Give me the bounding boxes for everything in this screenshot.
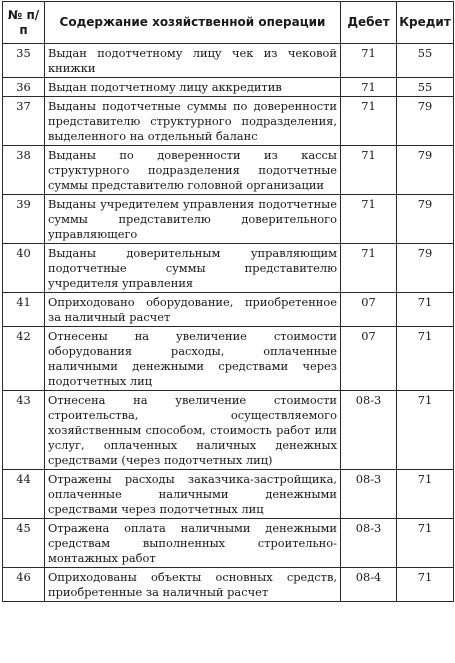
table-row: [3, 293, 454, 327]
credit-account-cell: 79: [397, 195, 454, 244]
accounting-entries-table-container: [2, 1, 453, 602]
row-number-cell: 37: [3, 97, 45, 146]
credit-account-cell: 79: [397, 97, 454, 146]
row-number-cell: 35: [3, 44, 45, 78]
row-number-cell: 40: [3, 244, 45, 293]
table-row: [3, 97, 454, 146]
table-row: [3, 44, 454, 78]
table-row: [3, 568, 454, 602]
table-row: [3, 470, 454, 519]
header-debit: Дебет: [341, 2, 397, 44]
row-number-cell: 42: [3, 327, 45, 391]
operation-description-cell: Оприходовано оборудование, приобретенное за наличный расчет: [45, 293, 341, 327]
row-number-cell: 38: [3, 146, 45, 195]
table-header-row: [3, 2, 454, 44]
debit-account-cell: 07: [341, 327, 397, 391]
table-row: [3, 78, 454, 97]
credit-account-cell: 71: [397, 470, 454, 519]
table-row: [3, 327, 454, 391]
row-number-cell: 41: [3, 293, 45, 327]
header-operation-description: Содержание хозяйственной операции: [45, 2, 341, 44]
row-number-cell: 44: [3, 470, 45, 519]
operation-description-cell: Отражены расходы заказчика-застройщика, оплаченные наличными денежными средствами через подотчетных лиц: [45, 470, 341, 519]
credit-account-cell: 71: [397, 568, 454, 602]
row-number-cell: 46: [3, 568, 45, 602]
debit-account-cell: 71: [341, 244, 397, 293]
debit-account-cell: 71: [341, 195, 397, 244]
operation-description-cell: Оприходованы объекты основных средств, приобретенные за наличный расчет: [45, 568, 341, 602]
header-credit: Кредит: [397, 2, 454, 44]
table-row: [3, 244, 454, 293]
operation-description-cell: Отнесена на увеличение стоимости строительства, осуществляемого хозяйственным способом, стоимость работ или услуг, оплаченных наличных денежных средствами (через подотчетных лиц): [45, 391, 341, 470]
credit-account-cell: 71: [397, 391, 454, 470]
debit-account-cell: 71: [341, 146, 397, 195]
debit-account-cell: 08-4: [341, 568, 397, 602]
debit-account-cell: 71: [341, 78, 397, 97]
debit-account-cell: 71: [341, 44, 397, 78]
table-row: [3, 195, 454, 244]
credit-account-cell: 79: [397, 146, 454, 195]
operation-description-cell: Выданы доверительным управляющим подотчетные суммы представителю учредителя управления: [45, 244, 341, 293]
row-number-cell: 43: [3, 391, 45, 470]
row-number-cell: 39: [3, 195, 45, 244]
debit-account-cell: 08-3: [341, 519, 397, 568]
debit-account-cell: 08-3: [341, 391, 397, 470]
table-row: [3, 391, 454, 470]
debit-account-cell: 07: [341, 293, 397, 327]
table-row: [3, 519, 454, 568]
operation-description-cell: Выданы по доверенности из кассы структурного подразделения подотчетные суммы представителю головной организации: [45, 146, 341, 195]
row-number-cell: 36: [3, 78, 45, 97]
credit-account-cell: 79: [397, 244, 454, 293]
accounting-entries-table: [2, 1, 454, 602]
credit-account-cell: 55: [397, 78, 454, 97]
debit-account-cell: 71: [341, 97, 397, 146]
credit-account-cell: 71: [397, 293, 454, 327]
operation-description-cell: Выдан подотчетному лицу чек из чековой книжки: [45, 44, 341, 78]
operation-description-cell: Выданы подотчетные суммы по доверенности представителю структурного подразделения, выделенного на отдельный баланс: [45, 97, 341, 146]
credit-account-cell: 55: [397, 44, 454, 78]
table-row: [3, 146, 454, 195]
header-row-number: № п/п: [3, 2, 45, 44]
credit-account-cell: 71: [397, 519, 454, 568]
operation-description-cell: Отражена оплата наличными денежными средствам выполненных строительно-монтажных работ: [45, 519, 341, 568]
operation-description-cell: Отнесены на увеличение стоимости оборудования расходы, оплаченные наличными денежными средствами через подотчетных лиц: [45, 327, 341, 391]
credit-account-cell: 71: [397, 327, 454, 391]
row-number-cell: 45: [3, 519, 45, 568]
operation-description-cell: Выданы учредителем управления подотчетные суммы представителю доверительного управляющего: [45, 195, 341, 244]
operation-description-cell: Выдан подотчетному лицу аккредитив: [45, 78, 341, 97]
debit-account-cell: 08-3: [341, 470, 397, 519]
